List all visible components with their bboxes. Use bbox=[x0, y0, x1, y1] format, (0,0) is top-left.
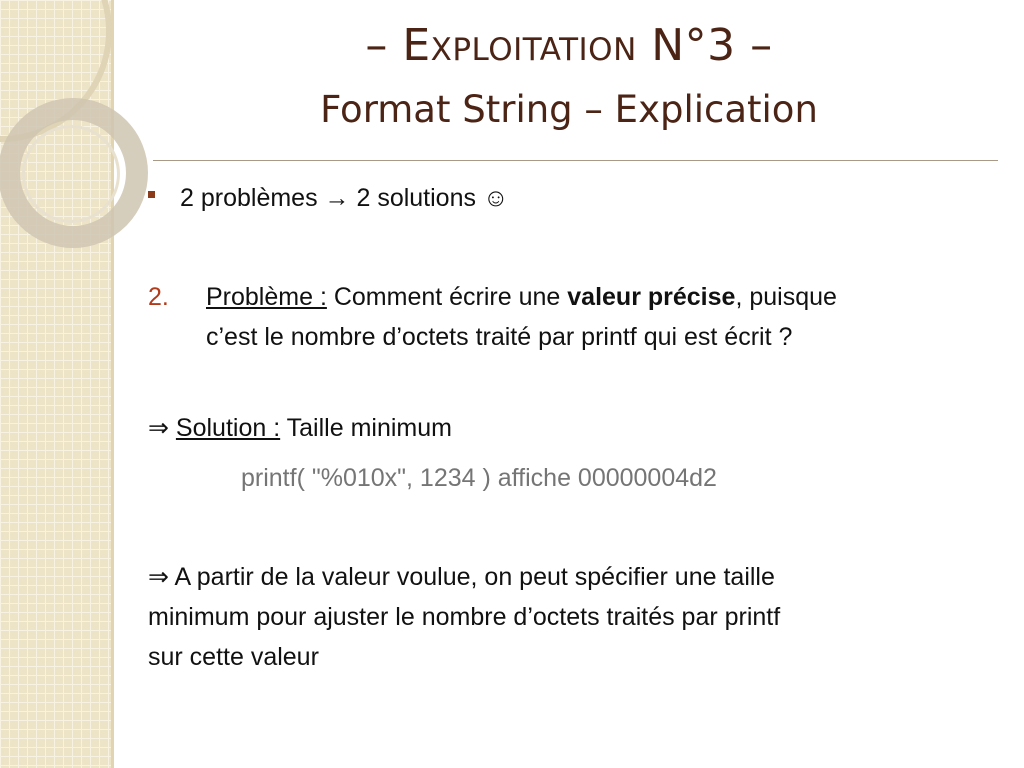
solution-text: Taille minimum bbox=[280, 414, 452, 442]
slide-subtitle: Format String – Explication bbox=[320, 88, 818, 131]
conclusion-line-2: minimum pour ajuster le nombre d’octets traités par printf bbox=[148, 603, 781, 631]
decorative-ring-inner bbox=[22, 125, 120, 223]
smiley-icon: ☺ bbox=[482, 184, 509, 212]
square-bullet-icon bbox=[148, 191, 155, 198]
problem-label: Problème : bbox=[206, 283, 327, 311]
implies-arrow-icon: ⇒ bbox=[148, 414, 169, 442]
solution-line bbox=[148, 408, 452, 448]
code-example: printf( "%010x", 1234 ) affiche 00000004d2 bbox=[241, 464, 717, 492]
problem-text-end: , puisque bbox=[735, 283, 837, 311]
problem-bold-text: valeur précise bbox=[567, 283, 736, 311]
problem-line-1 bbox=[206, 277, 837, 317]
bullet-line bbox=[180, 178, 508, 218]
list-number: 2. bbox=[148, 283, 169, 311]
conclusion-line-3: sur cette valeur bbox=[148, 643, 319, 671]
problem-line-2: c’est le nombre d’octets traité par printf qui est écrit ? bbox=[206, 323, 793, 351]
bullet-text: 2 problèmes → 2 solutions bbox=[180, 184, 476, 212]
solution-label: Solution : bbox=[175, 414, 281, 442]
conclusion-line-1: ⇒ A partir de la valeur voulue, on peut spécifier une taille bbox=[148, 563, 775, 591]
problem-text-start: Comment écrire une bbox=[326, 283, 568, 311]
slide-title: – Exploitation N°3 – bbox=[365, 20, 773, 71]
title-divider bbox=[153, 160, 998, 161]
